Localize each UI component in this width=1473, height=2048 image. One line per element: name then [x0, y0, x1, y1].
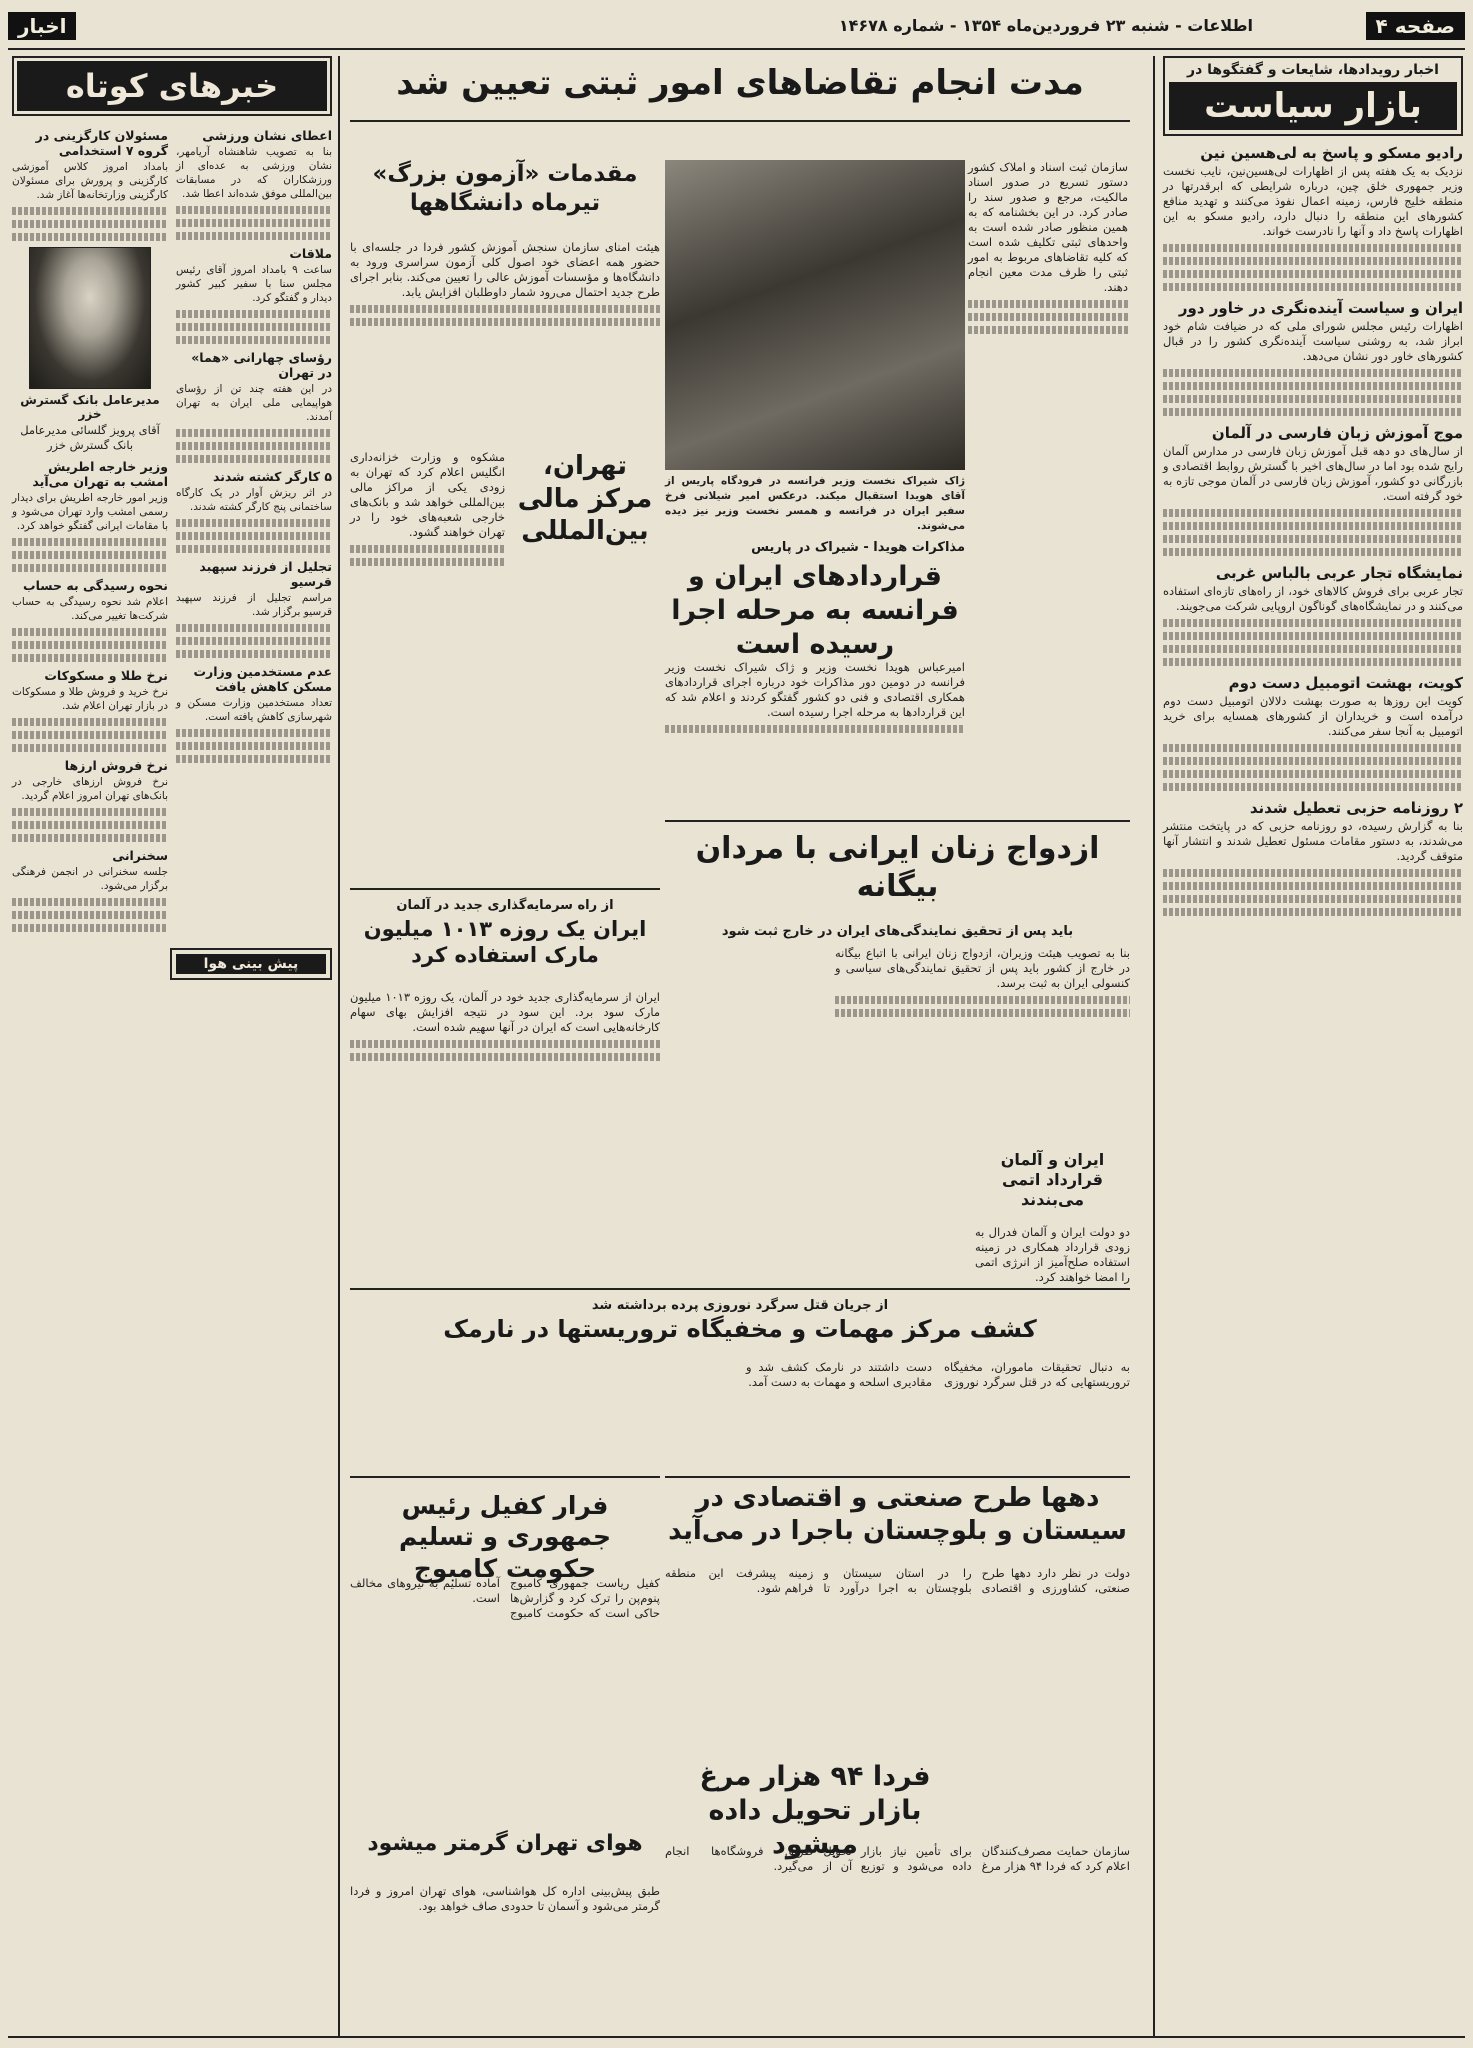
text-filler	[1163, 522, 1463, 530]
text-filler	[1163, 619, 1463, 627]
text-filler	[350, 1040, 660, 1048]
text-filler	[1163, 882, 1463, 890]
short-news-item-title: سخنرانی	[112, 848, 168, 863]
text-filler	[968, 326, 1128, 334]
photo-caption: ژاک شیراک نخست وزیر فرانسه در فرودگاه پاریس از آقای هویدا استقبال میکند. درعکس امیر شیلانی فرخ سفیر ایران در فرانسه و همسر نخست وزیر نیز دیده می‌شوند.	[665, 475, 965, 532]
politics-banner-box	[1163, 56, 1463, 136]
short-news-item-text: در اثر ریزش آوار در یک کارگاه ساختمانی پنج کارگر کشته شدند.	[176, 487, 332, 513]
short-news-banner: خبرهای کوتاه	[17, 61, 327, 111]
text-filler	[12, 911, 168, 919]
cambodia-rule	[350, 1476, 660, 1478]
cambodia-paragraph: کفیل ریاست جمهوری کامبوج پنوم‌پن را ترک کرد و گزارش‌ها حاکی است که حکومت کامبوج آماده تسلیم به نیروهای مخالف است.	[350, 1576, 660, 1620]
text-filler	[176, 545, 332, 553]
text-filler	[835, 1009, 1130, 1017]
centers-rule	[350, 1288, 1130, 1290]
headline-rule	[350, 120, 1130, 122]
short-news-item-text: مراسم تجلیل از فرزند سپهبد قرسیو برگزار شد.	[176, 592, 332, 618]
short-news-item-title: عدم مستخدمین وزارت مسکن کاهش یافت	[193, 664, 332, 694]
politics-item-title: نمایشگاه تجار عربی بالباس غربی	[1215, 564, 1463, 582]
politics-item-title: کویت، بهشت اتومبیل دست دوم	[1228, 674, 1463, 692]
text-filler	[1163, 658, 1463, 666]
header-rule	[8, 48, 1465, 50]
weather-paragraph: طبق پیش‌بینی اداره کل هواشناسی، هوای تهران امروز و فردا گرمتر می‌شود و آسمان تا حدودی صاف خواهد بود.	[350, 1884, 660, 1913]
page-number	[1275, 14, 1465, 44]
text-filler	[12, 207, 168, 215]
short-news-item	[12, 459, 168, 572]
exam-headline: مقدمات «آزمون بزرگ» تیرماه دانشگاهها	[372, 161, 638, 216]
text-filler	[176, 442, 332, 450]
politics-item-text: اظهارات رئیس مجلس شورای ملی که در ضیافت شام خود ابراز شد، به روشنی سیاست آینده‌نگری کشور را در قبال کشورهای خاور دور نشان می‌دهد.	[1163, 319, 1463, 363]
marriage-kicker: باید پس از تحقیق نمایندگی‌های ایران در خارج ثبت شود	[721, 924, 1074, 939]
short-news-item	[176, 559, 332, 658]
short-news-item-title: ملاقات	[289, 246, 332, 261]
weather-box-label: پیش بینی هوا	[176, 954, 326, 974]
short-news-item-text: جلسه سخنرانی در انجمن فرهنگی برگزار می‌شود.	[12, 866, 168, 892]
short-news-item	[176, 469, 332, 553]
text-filler	[1163, 908, 1463, 916]
text-filler	[1163, 869, 1463, 877]
investment-paragraph: ایران از سرمایه‌گذاری جدید خود در آلمان، یک روزه ۱۰۱۳ میلیون مارک سود برد. این سود در نتیجه افزایش بهای سهام کارخانه‌هایی است که ایران در آنها سهیم شده است.	[350, 990, 660, 1034]
section-label-box	[8, 14, 148, 44]
short-news-item-text: نرخ خرید و فروش طلا و مسکوکات در بازار تهران اعلام شد.	[12, 686, 168, 712]
text-filler	[1163, 632, 1463, 640]
right-column-rule	[1153, 56, 1155, 2036]
short-news-item-text: نرخ فروش ارزهای خارجی در بانک‌های تهران امروز اعلام گردید.	[12, 776, 168, 802]
cambodia-headline: فرار کفیل رئیس جمهوری و تسلیم حکومت کامبوج	[398, 1491, 612, 1583]
weather-headline: هوای تهران گرمتر میشود	[367, 1831, 643, 1856]
short-news-item-title: نحوه رسیدگی به حساب	[23, 578, 168, 593]
text-filler	[12, 564, 168, 572]
text-filler	[12, 551, 168, 559]
text-filler	[350, 1053, 660, 1061]
text-filler	[1163, 895, 1463, 903]
politics-item-text: نزدیک به یک هفته پس از اظهارات لی‌هسین‌نین، نایب نخست وزیر جمهوری خلق چین، درباره شرایطی که ابرقدرتها در منطقه خلیج فارس، زمینه اعمال نفوذ می‌کنند و تهدید منافع کشورهای این منطقه را دنبال دارد، رادیو مسکو به این اظهارات پاسخ داد و آنها را نادرست خواند.	[1163, 164, 1463, 238]
text-filler	[176, 650, 332, 658]
short-news-item	[12, 578, 168, 662]
text-filler	[665, 725, 965, 733]
text-filler	[12, 220, 168, 228]
text-filler	[176, 637, 332, 645]
short-news-item	[176, 350, 332, 463]
politics-item	[1163, 564, 1463, 666]
text-filler	[350, 318, 660, 326]
tehran-center-text	[350, 450, 505, 880]
contracts-paragraph: امیرعباس هویدا نخست وزیر و ژاک شیراک نخست وزیر فرانسه در دومین دور مذاکرات خود درباره اجرای قراردادهای همکاری اقتصادی و فنی دو کشور گفتگو کردند و اعلام شد که این قراردادها به مرحله اجرا رسیده است.	[665, 660, 965, 719]
short-news-item	[12, 758, 168, 842]
text-filler	[176, 232, 332, 240]
short-news-banner-box	[12, 56, 332, 116]
politics-kicker: اخبار رویدادها، شایعات و گفتگوها در	[1187, 62, 1439, 78]
cambodia-text	[350, 1576, 660, 1826]
sistan-text	[665, 1566, 1130, 1756]
text-filler	[12, 924, 168, 932]
short-news-columns	[12, 122, 332, 938]
portrait-caption: مدیرعامل بانک گسترش خزر	[20, 393, 160, 421]
short-news-item	[12, 848, 168, 932]
text-filler	[1163, 270, 1463, 278]
text-filler	[968, 300, 1128, 308]
left-column-rule	[338, 56, 340, 2036]
politics-item	[1163, 424, 1463, 556]
section-label: اخبار	[8, 12, 76, 40]
sistan-paragraph: دولت در نظر دارد دهها طرح صنعتی، کشاورزی و اقتصادی را در استان سیستان و بلوچستان به اجرا درآورد تا زمینه پیشرفت این منطقه فراهم شود.	[665, 1566, 1130, 1595]
footer-rule	[8, 2036, 1465, 2038]
text-filler	[176, 455, 332, 463]
text-filler	[176, 532, 332, 540]
portrait-subcaption: آقای پرویز گلسائی مدیرعامل بانک گسترش خزر	[20, 423, 160, 452]
text-filler	[350, 305, 660, 313]
text-filler	[1163, 645, 1463, 653]
politics-item	[1163, 674, 1463, 791]
text-filler	[176, 729, 332, 737]
investment-headline: ایران یک روزه ۱۰۱۳ میلیون مارک استفاده کرد	[363, 917, 647, 968]
text-filler	[1163, 395, 1463, 403]
short-news-item-text: در این هفته چند تن از رؤسای هواپیمایی ملی ایران به تهران آمدند.	[176, 383, 332, 423]
iran-germany-text: دو دولت ایران و آلمان فدرال به زودی قرارداد همکاری در زمینه استفاده صلح‌آمیز از انرژی اتمی را امضا خواهند کرد.	[975, 1225, 1130, 1284]
hoveyda-chirac-photo	[665, 160, 965, 470]
text-filler	[176, 336, 332, 344]
text-filler	[1163, 244, 1463, 252]
photo-credit: مذاکرات هویدا - شیراک در پاریس	[751, 540, 965, 555]
short-news-item-text: ساعت ۹ بامداد امروز آقای رئیس مجلس سنا با سفیر کبیر کشور دیدار و گفتگو کرد.	[176, 264, 332, 304]
chicken-paragraph: سازمان حمایت مصرف‌کنندگان اعلام کرد که فردا ۹۴ هزار مرغ برای تأمین نیاز بازار تحویل داده می‌شود و توزیع آن از طریق فروشگاه‌ها انجام می‌گیرد.	[665, 1844, 1130, 1873]
exam-text	[350, 240, 660, 440]
centers-paragraph: به دنبال تحقیقات ماموران، مخفیگاه تروریستهایی که در قتل سرگرد نوروزی دست داشتند در نارمک کشف شد و مقادیری اسلحه و مهمات به دست آمد.	[746, 1360, 1130, 1389]
text-filler	[1163, 509, 1463, 517]
short-news-item-title: وزیر خارجه اطریش امشب به تهران می‌آید	[32, 459, 168, 489]
marriage-paragraph: بنا به تصویب هیئت وزیران، ازدواج زنان ایرانی با اتباع بیگانه در خارج از کشور باید پس از تحقیق نمایندگی‌های سیاسی و کنسولی ایران به ثبت برسد.	[835, 946, 1130, 990]
text-filler	[1163, 369, 1463, 377]
short-news-item-text: بنا به تصویب شاهنشاه آریامهر، نشان ورزشی به عده‌ای از ورزشکاران که در مسابقات بین‌المللی موفق شده‌اند اعطا شد.	[176, 146, 332, 200]
text-filler	[12, 538, 168, 546]
registration-headline: مدت انجام تقاضاهای امور ثبتی تعیین شد	[396, 63, 1084, 103]
text-filler	[968, 313, 1128, 321]
short-news-item-title: تجلیل از فرزند سپهبد قرسیو	[199, 559, 332, 589]
text-filler	[176, 429, 332, 437]
text-filler	[12, 731, 168, 739]
text-filler	[12, 744, 168, 752]
text-filler	[350, 545, 505, 553]
right-column	[1163, 56, 1463, 2036]
short-news-item-text: تعداد مستخدمین وزارت مسکن و شهرسازی کاهش یافته است.	[176, 697, 332, 723]
investment-text	[350, 990, 660, 1280]
sistan-headline: دهها طرح صنعتی و اقتصادی در سیستان و بلوچستان باجرا در می‌آید	[668, 1483, 1127, 1546]
text-filler	[176, 519, 332, 527]
investment-rule	[350, 888, 660, 890]
text-filler	[350, 558, 505, 566]
text-filler	[1163, 283, 1463, 291]
investment-kicker: از راه سرمایه‌گذاری جدید در آلمان	[396, 898, 614, 913]
marriage-headline: ازدواج زنان ایرانی با مردان بیگانه	[695, 831, 1100, 904]
text-filler	[1163, 382, 1463, 390]
contracts-headline: قراردادهای ایران و فرانسه به مرحله اجرا رسیده است	[671, 561, 959, 660]
short-news-item	[12, 128, 168, 241]
politics-item-text: بنا به گزارش رسیده، دو روزنامه حزبی که در پایتخت منتشر می‌شدند، به دستور مقامات مسئول تعطیل شدند و انتشار آنها متوقف گردید.	[1163, 819, 1463, 863]
iran-germany-headline: ایران و آلمان قرارداد اتمی می‌بندند	[1000, 1150, 1105, 1209]
short-news-item-title: اعطای نشان ورزشی	[202, 128, 332, 143]
short-news-item	[176, 128, 332, 240]
text-filler	[1163, 770, 1463, 778]
politics-item-title: موج آموزش زبان فارسی در آلمان	[1211, 424, 1463, 442]
short-news-item-title: رؤسای چهارانی «هما» در تهران	[191, 350, 332, 380]
registration-paragraph: سازمان ثبت اسناد و املاک کشور دستور تسریع در صدور اسناد مالکیت، مرجع و صدور سند را صادر کرد. در این بخشنامه که به همین منظور صادر شده است به واحدهای ثبتی تکلیف شده است که کلیه تقاضاهای مربوط به امور ثبتی را ظرف مدت معین انجام دهند.	[968, 160, 1128, 294]
short-news-item-text: وزیر امور خارجه اطریش برای دیدار رسمی امشب وارد تهران می‌شود و با مقامات ایرانی گفتگو خواهد کرد.	[12, 492, 168, 532]
text-filler	[12, 718, 168, 726]
politics-item-title: رادیو مسکو و پاسخ به لی‌هسین نین	[1200, 144, 1463, 162]
text-filler	[176, 219, 332, 227]
politics-items	[1163, 144, 1463, 916]
sistan-rule	[665, 1476, 1130, 1478]
text-filler	[176, 755, 332, 763]
short-news-item-title: نرخ فروش ارزها	[64, 758, 168, 773]
politics-banner: بازار سیاست	[1169, 82, 1457, 130]
text-filler	[12, 628, 168, 636]
politics-item	[1163, 144, 1463, 291]
issue-line: اطلاعات - شنبه ۲۳ فروردین‌ماه ۱۳۵۴ - شماره ۱۴۶۷۸	[838, 16, 1253, 35]
politics-item-text: کویت این روزها به صورت بهشت دلالان اتومبیل دست دوم درآمده است و خریداران از کشورهای همسایه برای خرید اتومبیل به آنجا سفر می‌کنند.	[1163, 694, 1463, 738]
left-column	[12, 56, 332, 2036]
text-filler	[176, 310, 332, 318]
short-news-item-text: بامداد امروز کلاس آموزشی کارگزینی و پرورش برای مسئولان کارگزینی وزارتخانه‌ها آغاز شد.	[12, 161, 168, 201]
marriage-rule	[665, 820, 1130, 822]
contracts-text	[665, 660, 965, 800]
centers-headline: کشف مرکز مهمات و مخفیگاه تروریستها در نارمک	[443, 1315, 1037, 1343]
weather-text	[350, 1884, 660, 2034]
centers-text	[350, 1360, 1130, 1470]
text-filler	[176, 323, 332, 331]
centers-kicker: از جریان قتل سرگرد نوروزی پرده برداشته شد	[591, 1298, 889, 1313]
short-news-item-title: ۵ کارگر کشته شدند	[213, 469, 332, 484]
text-filler	[12, 641, 168, 649]
short-news-item-text: اعلام شد نحوه رسیدگی به حساب شرکت‌ها تغییر می‌کند.	[12, 596, 168, 622]
chicken-text	[665, 1844, 1130, 2034]
text-filler	[1163, 408, 1463, 416]
text-filler	[12, 898, 168, 906]
text-filler	[176, 742, 332, 750]
text-filler	[1163, 783, 1463, 791]
text-filler	[1163, 548, 1463, 556]
executive-portrait	[29, 247, 151, 389]
text-filler	[1163, 257, 1463, 265]
politics-item	[1163, 799, 1463, 916]
short-news-item	[12, 668, 168, 752]
text-filler	[12, 808, 168, 816]
tehran-center-paragraph: مشکوه و وزارت خزانه‌داری انگلیس اعلام کرد که تهران به زودی یکی از مراکز مالی بین‌المللی خواهد شد و بانک‌های خارجی شعبه‌های خود را در تهران خواهند گشود.	[350, 450, 505, 539]
short-news-item	[176, 664, 332, 763]
text-filler	[12, 821, 168, 829]
text-filler	[12, 233, 168, 241]
short-news-item-title: نرخ طلا و مسکوکات	[44, 668, 168, 683]
registration-text	[968, 160, 1128, 600]
politics-item-text: تجار عربی برای فروش کالاهای خود، از راه‌های تازه‌ای استفاده می‌کنند و در نمایشگاه‌های گوناگون اروپایی شرکت می‌جویند.	[1163, 584, 1463, 613]
weather-box	[170, 948, 332, 980]
short-news-item-title: مسئولان کارگزینی در گروه ۷ استخدامی	[35, 128, 168, 158]
text-filler	[12, 834, 168, 842]
short-news-col-a	[176, 122, 332, 938]
politics-item-title: ۲ روزنامه حزبی تعطیل شدند	[1249, 799, 1463, 817]
exam-paragraph: هیئت امنای سازمان سنجش آموزش کشور فردا در جلسه‌ای با حضور همه اعضای خود اصول کلی آزمون سراسری ورود به دانشگاه‌ها و مؤسسات آموزش عالی را تعیین می‌کند. بنابر اجرای طرح جدید احتمال می‌رود شمار داوطلبان افزایش یابد.	[350, 240, 660, 299]
short-news-item	[176, 246, 332, 344]
politics-item-text: از سال‌های دو دهه قبل آموزش زبان فارسی در مدارس آلمان رایج شده بود اما در سال‌های اخیر با گسترش روابط اقتصادی و بازرگانی دو کشور، آموزش زبان فارسی در آلمان موجی تازه به خود گرفته است.	[1163, 444, 1463, 503]
chicken-headline: فردا ۹۴ هزار مرغ بازار تحویل داده میشود	[699, 1761, 931, 1860]
text-filler	[835, 996, 1130, 1004]
text-filler	[1163, 744, 1463, 752]
short-news-col-b	[12, 122, 168, 938]
page-label: صفحه ۴	[1366, 12, 1465, 40]
text-filler	[1163, 535, 1463, 543]
politics-item-title: ایران و سیاست آینده‌نگری در خاور دور	[1178, 299, 1463, 317]
politics-item	[1163, 299, 1463, 416]
text-filler	[12, 654, 168, 662]
text-filler	[176, 206, 332, 214]
text-filler	[1163, 757, 1463, 765]
text-filler	[176, 624, 332, 632]
tehran-center-headline: تهران، مرکز مالی بین‌المللی	[517, 451, 653, 546]
